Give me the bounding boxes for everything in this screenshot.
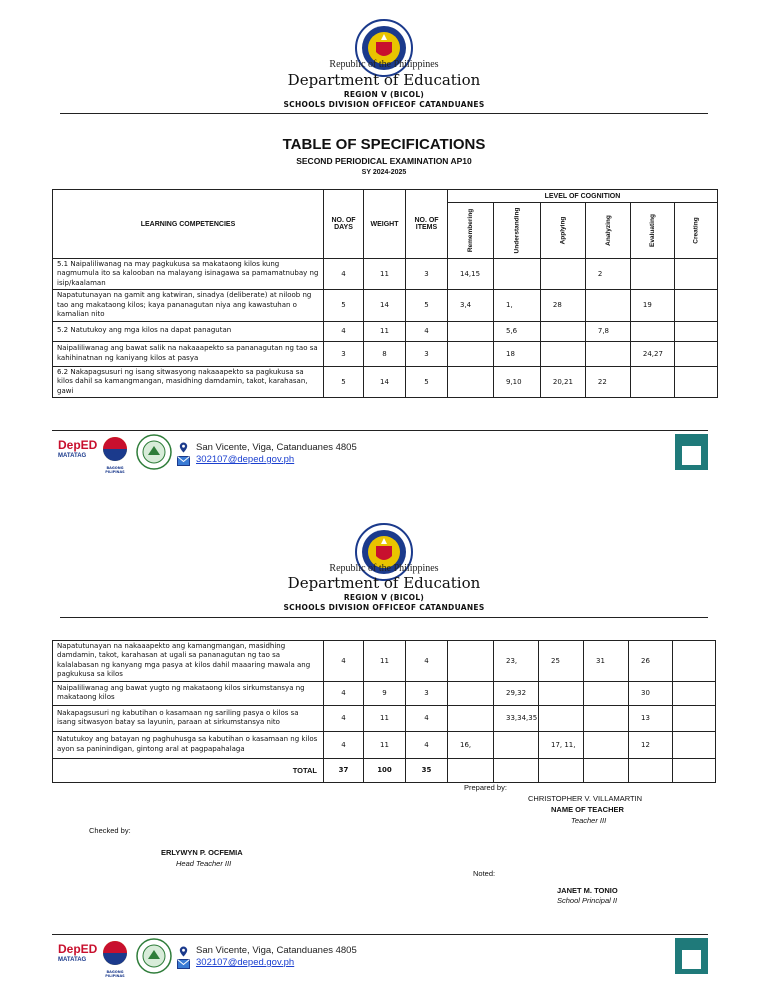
cognition-cell	[539, 705, 584, 731]
bagong-pilipinas-logo: BAGONG PILIPINAS	[98, 436, 132, 470]
cognition-cell: 7,8	[585, 321, 630, 341]
days-cell: 5	[324, 290, 364, 321]
header-level-applying: Applying	[540, 203, 585, 259]
competency-cell: 6.2 Nakapagsusuri ng isang sitwasyong nakaaapekto sa pagkukusa sa kilos dahil sa kamangmangan, masidhing damdamin, takot, karahasan, gawi	[53, 366, 324, 397]
cognition-cell	[539, 681, 584, 705]
document-title: TABLE OF SPECIFICATIONS	[282, 136, 486, 153]
weight-cell: 14	[364, 290, 406, 321]
school-seal-icon	[136, 434, 172, 470]
region-label: REGION V (BICOL)	[343, 593, 425, 602]
days-cell: 4	[324, 259, 364, 290]
cognition-cell	[630, 321, 674, 341]
cognition-cell: 13	[629, 705, 673, 731]
days-cell: 4	[324, 705, 364, 731]
header-level-remembering: Remembering	[448, 203, 494, 259]
days-cell: 4	[324, 731, 364, 758]
cognition-cell	[448, 641, 494, 682]
competency-cell: Natutukoy ang batayan ng paghuhusga sa kabutihan o kasamaan ng kilos ayon sa paninindigan, gintong aral at pagpapahalaga	[53, 731, 324, 758]
header-days: NO. OF DAYS	[324, 190, 364, 259]
cognition-cell	[494, 731, 539, 758]
items-cell: 4	[406, 731, 448, 758]
total-row	[53, 758, 716, 782]
cognition-cell	[448, 366, 494, 397]
cognition-cell: 3,4	[448, 290, 494, 321]
cognition-cell	[673, 731, 716, 758]
cognition-cell: 14,15	[448, 259, 494, 290]
school-email-link[interactable]: 302107@deped.gov.ph	[196, 454, 295, 465]
cognition-cell	[540, 259, 585, 290]
school-address: San Vicente, Viga, Catanduanes 4805	[196, 945, 357, 956]
location-pin-icon	[178, 442, 189, 453]
cognition-cell: 12	[629, 731, 673, 758]
location-pin-icon	[178, 946, 189, 957]
tos-table-page1	[52, 189, 718, 398]
prepared-title: Teacher III	[571, 816, 607, 825]
competency-cell: Naipaliliwanag ang bawat yugto ng makataong kilos sirkumstansya ng makataong kilos	[53, 681, 324, 705]
cognition-cell: 23,	[494, 641, 539, 682]
school-year: SY 2024-2025	[361, 169, 407, 176]
total-weight: 100	[364, 758, 406, 782]
cognition-cell	[585, 341, 630, 366]
items-cell: 4	[406, 321, 448, 341]
table-row	[53, 321, 718, 341]
table-row	[53, 341, 718, 366]
deped-logo: DepED MATATAG	[58, 438, 98, 459]
days-cell: 3	[324, 341, 364, 366]
cognition-cell	[448, 341, 494, 366]
weight-cell: 9	[364, 681, 406, 705]
cognition-cell: 29,32	[494, 681, 539, 705]
header-divider	[60, 617, 708, 618]
header-cognition: LEVEL OF COGNITION	[448, 190, 718, 203]
republic-label: Republic of the Philippines	[329, 59, 439, 70]
document-subtitle: SECOND PERIODICAL EXAMINATION AP10	[296, 156, 472, 166]
table-row	[53, 641, 716, 682]
competency-cell: Naipaliliwanag ang bawat salik na nakaaapekto sa pananagutan ng tao sa kahihinatnan ng kaniyang kilos at pasya	[53, 341, 324, 366]
table-row	[53, 290, 718, 321]
department-title: Department of Education	[287, 71, 481, 89]
school-seal-icon	[136, 938, 172, 974]
cognition-cell	[630, 366, 674, 397]
competency-cell: Napatutunayan na nakaaapekto ang kamangmangan, masidhing damdamin, takot, karahasan at ugali sa pananagutan ng tao sa kalalabasan ng kanyang mga pasya at kilos dahil maaaring mawala ang pagkukusa sa kilos	[53, 641, 324, 682]
region-label: REGION V (BICOL)	[343, 90, 425, 99]
competency-cell: Nakapagsusuri ng kabutihan o kasamaan ng sariling pasya o kilos sa isang sitwasyon batay sa layunin, paraan at sirkumstansya nito	[53, 705, 324, 731]
days-cell: 4	[324, 321, 364, 341]
table-row	[53, 681, 716, 705]
email-icon	[177, 959, 190, 969]
header-level-evaluating: Evaluating	[630, 203, 674, 259]
items-cell: 4	[406, 705, 448, 731]
footer-divider	[52, 430, 708, 431]
bagong-pilipinas-logo: BAGONG PILIPINAS	[98, 940, 132, 974]
table-row	[53, 705, 716, 731]
cognition-cell	[673, 681, 716, 705]
weight-cell: 14	[364, 366, 406, 397]
items-cell: 5	[406, 290, 448, 321]
cognition-cell	[673, 641, 716, 682]
cognition-cell: 33,34,35	[494, 705, 539, 731]
cognition-cell: 24,27	[630, 341, 674, 366]
checked-name: ERLYWYN P. OCFEMIA	[161, 848, 243, 857]
prepared-role-label: NAME OF TEACHER	[551, 805, 624, 814]
table-row	[53, 259, 718, 290]
noted-title: School Principal II	[557, 896, 618, 905]
competency-cell: 5.2 Natutukoy ang mga kilos na dapat panagutan	[53, 321, 324, 341]
prepared-label: Prepared by:	[464, 783, 507, 792]
cognition-cell	[494, 259, 541, 290]
items-cell: 4	[406, 641, 448, 682]
department-title: Department of Education	[287, 574, 481, 592]
days-cell: 4	[324, 641, 364, 682]
cognition-cell: 9,10	[494, 366, 541, 397]
cognition-cell	[584, 681, 629, 705]
cognition-cell: 31	[584, 641, 629, 682]
cognition-cell	[448, 705, 494, 731]
weight-cell: 8	[364, 341, 406, 366]
cognition-cell: 5,6	[494, 321, 541, 341]
days-cell: 5	[324, 366, 364, 397]
total-days: 37	[324, 758, 364, 782]
prepared-name: CHRISTOPHER V. VILLAMARTIN	[528, 794, 643, 803]
cognition-cell	[630, 259, 674, 290]
cognition-cell	[674, 259, 717, 290]
checked-title: Head Teacher III	[176, 859, 232, 868]
cognition-cell	[448, 321, 494, 341]
republic-label: Republic of the Philippines	[329, 563, 439, 574]
cognition-cell	[673, 705, 716, 731]
days-cell: 4	[324, 681, 364, 705]
cognition-cell: 22	[585, 366, 630, 397]
checked-label: Checked by:	[89, 826, 131, 835]
competency-cell: 5.1 Naipaliliwanag na may pagkukusa sa makataong kilos kung nagmumula ito sa kalooban na malayang isinagawa sa pamamatnubay ng isip/kaalaman	[53, 259, 324, 290]
cognition-cell	[585, 290, 630, 321]
email-icon	[177, 456, 190, 466]
table-row	[53, 731, 716, 758]
division-label: SCHOOLS DIVISION OFFICEOF CATANDUANES	[283, 603, 485, 612]
cognition-cell: 16,	[448, 731, 494, 758]
header-level-analyzing: Analyzing	[585, 203, 630, 259]
cognition-cell	[674, 290, 717, 321]
header-level-understanding: Understanding	[494, 203, 541, 259]
cognition-cell: 2	[585, 259, 630, 290]
cognition-cell	[584, 705, 629, 731]
cognition-cell: 19	[630, 290, 674, 321]
deped-logo: DepED MATATAG	[58, 942, 98, 963]
cognition-cell	[674, 366, 717, 397]
cognition-cell	[540, 321, 585, 341]
table-row	[53, 366, 718, 397]
cognition-cell: 20,21	[540, 366, 585, 397]
cognition-cell: 18	[494, 341, 541, 366]
school-address: San Vicente, Viga, Catanduanes 4805	[196, 442, 357, 453]
total-label: TOTAL	[53, 758, 324, 782]
school-email-link[interactable]: 302107@deped.gov.ph	[196, 957, 295, 968]
weight-cell: 11	[364, 259, 406, 290]
footer-divider	[52, 934, 708, 935]
noted-name: JANET M. TONIO	[557, 886, 618, 895]
weight-cell: 11	[364, 731, 406, 758]
weight-cell: 11	[364, 705, 406, 731]
header-weight: WEIGHT	[364, 190, 406, 259]
cognition-cell: 30	[629, 681, 673, 705]
total-items: 35	[406, 758, 448, 782]
cognition-cell: 25	[539, 641, 584, 682]
cognition-cell	[674, 341, 717, 366]
cognition-cell: 1,	[494, 290, 541, 321]
cognition-cell: 28	[540, 290, 585, 321]
division-label: SCHOOLS DIVISION OFFICEOF CATANDUANES	[283, 100, 485, 109]
items-cell: 3	[406, 681, 448, 705]
header-competencies: LEARNING COMPETENCIES	[53, 190, 324, 259]
noted-label: Noted:	[473, 869, 496, 878]
cognition-cell	[540, 341, 585, 366]
weight-cell: 11	[364, 641, 406, 682]
qr-code	[675, 434, 708, 470]
weight-cell: 11	[364, 321, 406, 341]
cognition-cell: 26	[629, 641, 673, 682]
competency-cell: Napatutunayan na gamit ang katwiran, sinadya (deliberate) at niloob ng tao ang makataong kilos; kaya pananagutan niya ang kawastuhan o kamalian nito	[53, 290, 324, 321]
cognition-cell	[674, 321, 717, 341]
qr-code	[675, 938, 708, 974]
header-level-creating: Creating	[674, 203, 717, 259]
items-cell: 3	[406, 341, 448, 366]
header-divider	[60, 113, 708, 114]
cognition-cell: 17, 11,	[539, 731, 584, 758]
cognition-cell	[584, 731, 629, 758]
header-items: NO. OF ITEMS	[406, 190, 448, 259]
cognition-cell	[448, 681, 494, 705]
items-cell: 5	[406, 366, 448, 397]
items-cell: 3	[406, 259, 448, 290]
tos-table-page2	[52, 640, 716, 783]
